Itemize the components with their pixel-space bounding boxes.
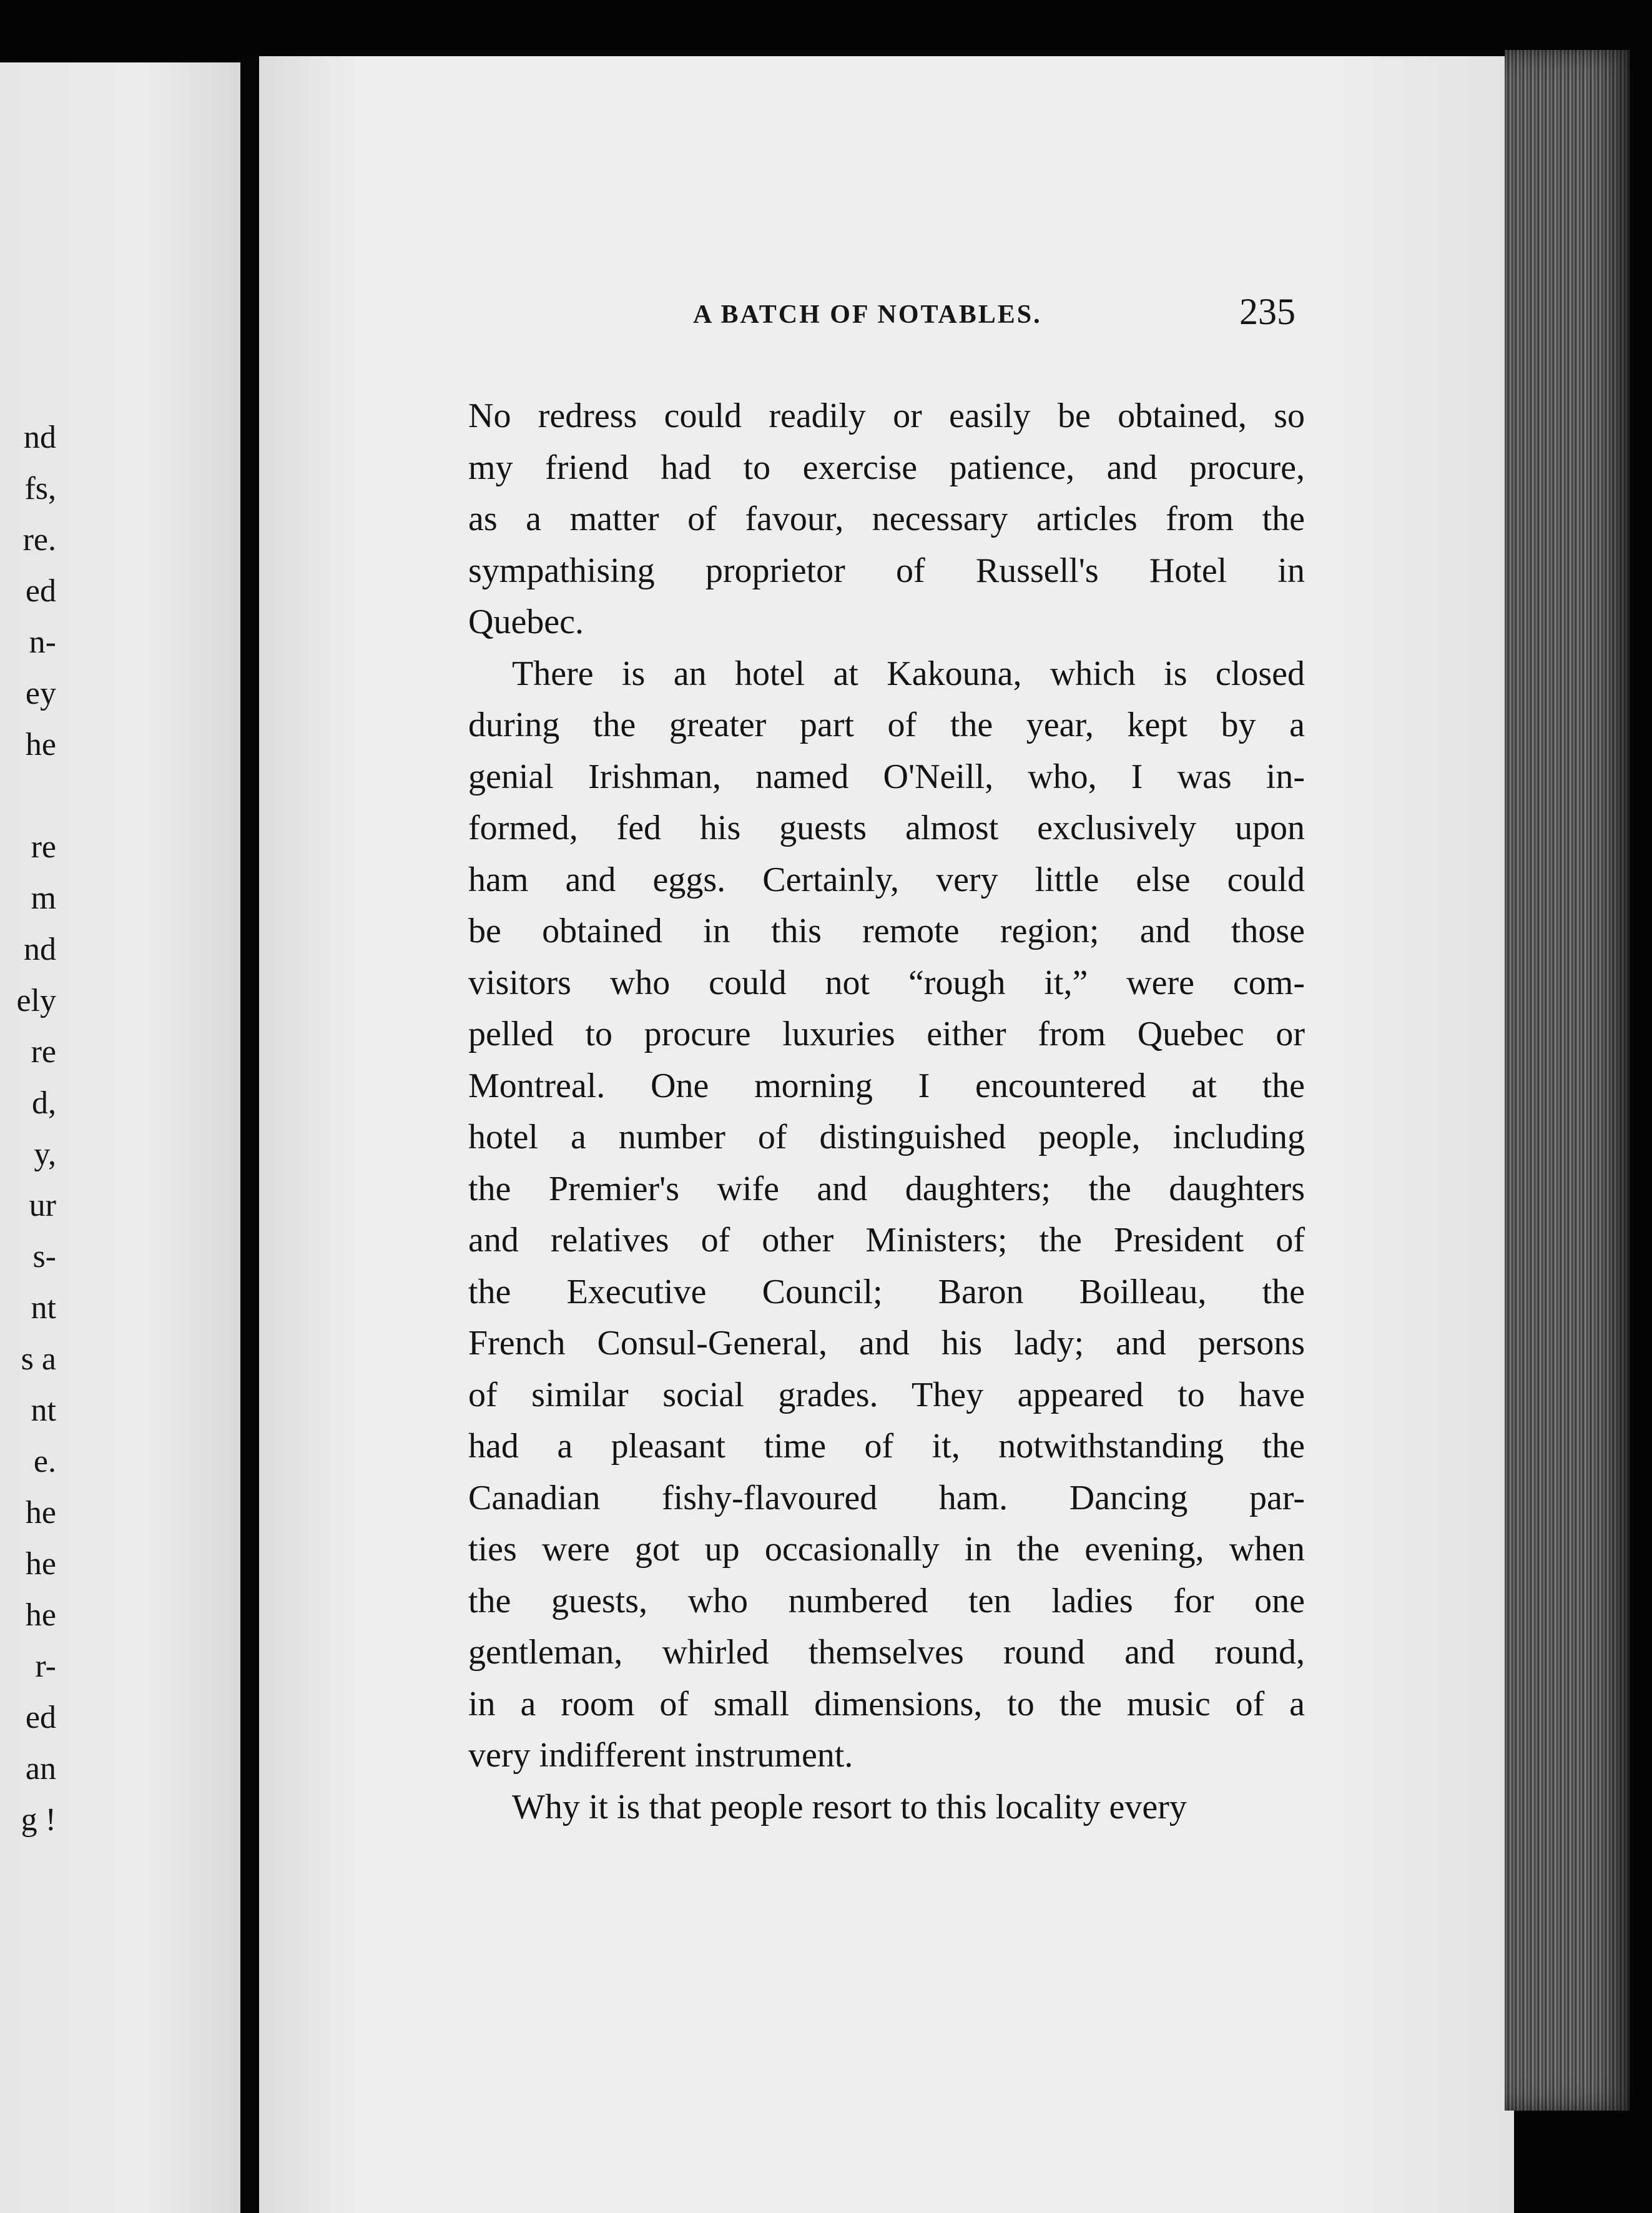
text-line: the Premier's wife and daughters; the daughters <box>468 1169 1305 1208</box>
previous-page <box>0 62 240 2213</box>
previous-page-fragment: n- <box>29 624 56 660</box>
text-line: sympathising proprietor of Russell's Hotel in <box>468 551 1305 590</box>
text-line: hotel a number of distinguished people, including <box>468 1118 1305 1156</box>
text-line: ham and eggs. Certainly, very little else could <box>468 860 1305 899</box>
page-number: 235 <box>1239 291 1296 332</box>
paragraph <box>468 648 1305 1782</box>
text-line: the guests, who numbered ten ladies for one <box>468 1581 1305 1620</box>
text-line: There is an hotel at Kakouna, which is closed <box>512 654 1305 693</box>
paragraph <box>468 390 1305 648</box>
text-line: as a matter of favour, necessary articles from the <box>468 500 1305 538</box>
previous-page-fragment: d, <box>32 1085 56 1121</box>
page-edges <box>1505 50 1630 2111</box>
previous-page-fragment: he <box>25 1597 56 1633</box>
previous-page-fragment: nt <box>31 1290 56 1326</box>
running-title: A BATCH OF NOTABLES. <box>693 300 1042 329</box>
previous-page-fragment <box>0 771 56 822</box>
text-line: Montreal. One morning I encountered at the <box>468 1066 1305 1105</box>
book-gutter <box>240 56 259 2213</box>
text-line: in a room of small dimensions, to the music of a <box>468 1684 1305 1723</box>
previous-page-fragment: nd <box>24 420 56 455</box>
previous-page-fragment: ed <box>25 1700 56 1735</box>
previous-page-fragment: he <box>25 1495 56 1530</box>
text-line: pelled to procure luxuries either from Quebec or <box>468 1015 1305 1053</box>
previous-page-fragment: an <box>25 1751 56 1787</box>
text-line: very indifferent instrument. <box>468 1736 853 1775</box>
body-text <box>468 390 1305 1833</box>
previous-page-fragment: s a <box>21 1341 56 1377</box>
text-line: formed, fed his guests almost exclusively upon <box>468 809 1305 847</box>
previous-page-fragment: re <box>31 1034 56 1070</box>
text-line: genial Irishman, named O'Neill, who, I was in- <box>468 757 1305 796</box>
previous-page-fragment: ey <box>25 676 56 711</box>
previous-page-fragment: nd <box>24 932 56 967</box>
previous-page-fragment: e. <box>33 1444 56 1479</box>
text-line: of similar social grades. They appeared to have <box>468 1375 1305 1414</box>
previous-page-line-endings <box>0 412 56 1846</box>
previous-page-fragment: re. <box>22 522 56 558</box>
text-line: French Consul-General, and his lady; and persons <box>468 1324 1305 1363</box>
text-line: be obtained in this remote region; and those <box>468 912 1305 950</box>
text-line: during the greater part of the year, kept by a <box>468 706 1305 744</box>
previous-page-fragment: r- <box>35 1649 56 1684</box>
previous-page-fragment: fs, <box>24 471 56 506</box>
text-line: had a pleasant time of it, notwithstanding the <box>468 1427 1305 1466</box>
text-line: No redress could readily or easily be obtained, so <box>468 397 1305 435</box>
text-line: Why it is that people resort to this locality every <box>512 1787 1187 1826</box>
previous-page-fragment: ur <box>29 1188 56 1223</box>
text-line: gentleman, whirled themselves round and round, <box>468 1633 1305 1672</box>
text-line: and relatives of other Ministers; the President of <box>468 1221 1305 1259</box>
previous-page-fragment: ely <box>16 983 56 1018</box>
text-line: my friend had to exercise patience, and procure, <box>468 448 1305 487</box>
previous-page-fragment: he <box>25 1546 56 1582</box>
text-line: the Executive Council; Baron Boilleau, the <box>468 1272 1305 1311</box>
previous-page-fragment: y, <box>34 1136 56 1172</box>
previous-page-fragment: s- <box>32 1239 56 1274</box>
text-line: visitors who could not “rough it,” were com- <box>468 963 1305 1002</box>
previous-page-fragment: ed <box>25 573 56 609</box>
previous-page-fragment: re <box>31 829 56 865</box>
previous-page-fragment: m <box>31 880 56 916</box>
text-line: ties were got up occasionally in the evening, when <box>468 1530 1305 1569</box>
paragraph <box>468 1782 1305 1833</box>
previous-page-fragment: he <box>25 727 56 762</box>
text-line: Canadian fishy-flavoured ham. Dancing par- <box>468 1478 1305 1517</box>
previous-page-fragment: g ! <box>21 1802 56 1838</box>
text-line: Quebec. <box>468 603 584 641</box>
previous-page-fragment: nt <box>31 1392 56 1428</box>
